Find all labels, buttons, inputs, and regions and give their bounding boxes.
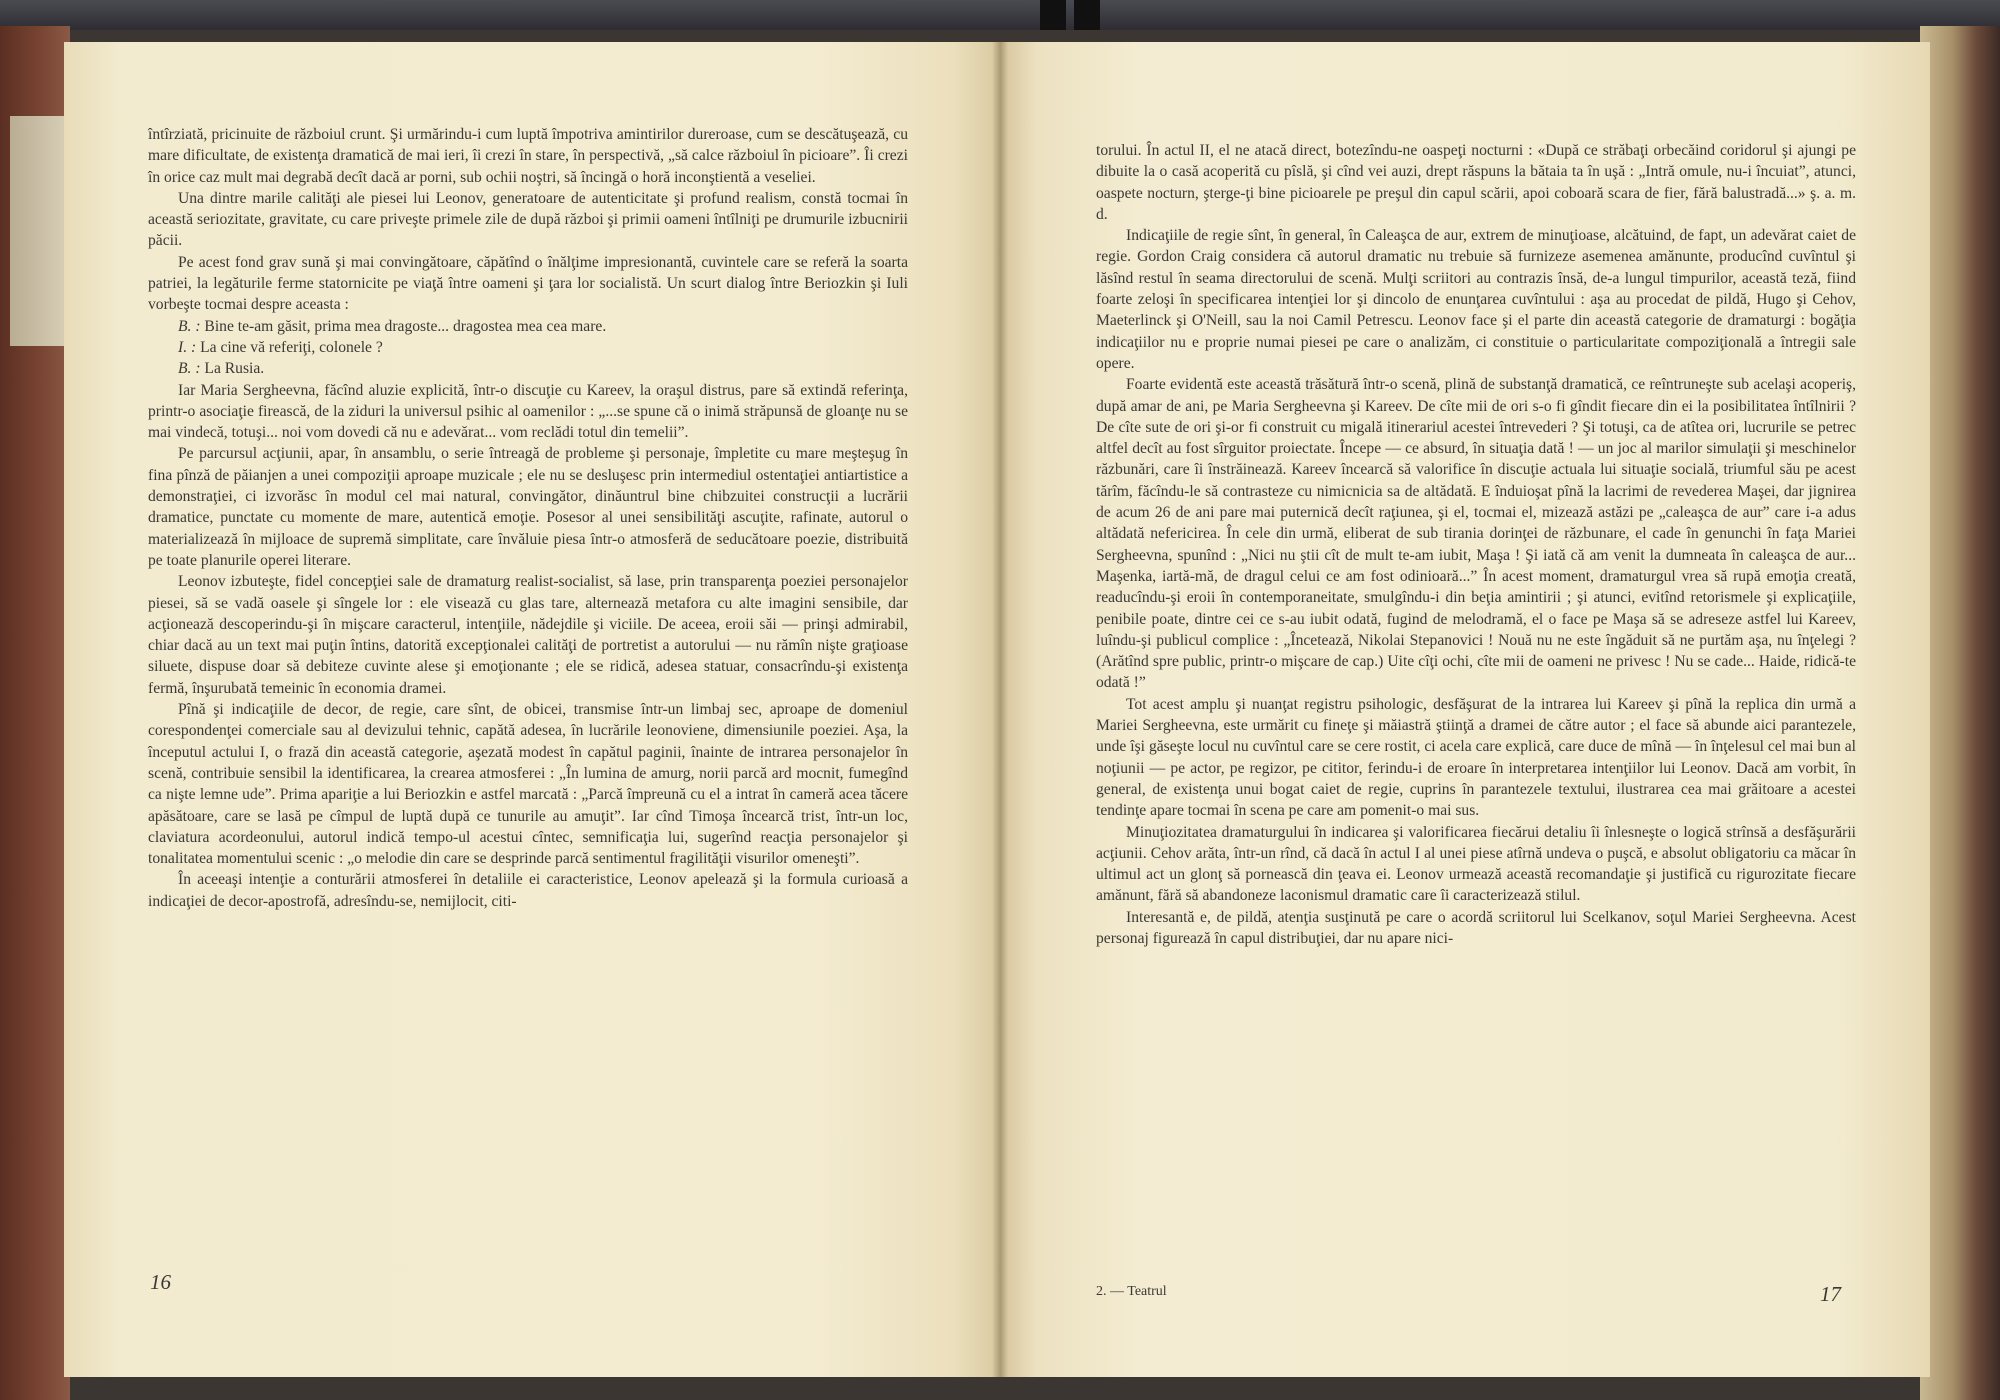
scanner-tab bbox=[1040, 0, 1066, 30]
paragraph: Pe acest fond grav sună şi mai convingătoare, căpătînd o înălţime impresionantă, cuvintele care se referă la soarta patriei, la legăturile ferme statornicite pe viaţă între oameni şi ţara lor socialistă. Un scurt dialog între Beriozkin şi Iuli vorbeşte tocmai despre aceasta : bbox=[148, 253, 908, 314]
paragraph: Minuţiozitatea dramaturgului în indicarea şi valorificarea fiecărui detaliu îi înlesneşte o logică strînsă a desfăşurării acţiunii. Cehov arăta, într-un rînd, că dacă în actul I al unei piese atîrnă undeva o puşcă, e absolut obligatoriu ca măcar în ultimul act un glonţ să pornească din ţeava ei. Leonov urmează această recomandaţie şi justifică cu rigurozitate fiecare amănunt, fără să abandoneze laconismul dramatic care îi caracterizează stilul. bbox=[1096, 823, 1856, 905]
dialog-text: La cine vă referiţi, colonele ? bbox=[200, 338, 383, 356]
right-page-text bbox=[1096, 140, 1856, 949]
dialog-speaker: I. : bbox=[178, 338, 197, 356]
paragraph: torului. În actul II, el ne atacă direct, botezîndu-ne oaspeţi nocturni : «După ce străbaţi orbecăind coridorul şi ajungi pe dibuite la o casă acoperită cu pîslă, şi cînd vei auzi, drept răspuns la bătaia ta în uşă : „Intră omule, nu-i încuiat”, atunci, oaspete nocturn, şterge-ţi bine picioarele pe preşul din capul scării, apoi coboară scara de fier, fără balustradă...» ş. a. m. d. bbox=[1096, 142, 1856, 223]
book-page-edges-right bbox=[1920, 26, 2000, 1400]
page-number: 17 bbox=[1820, 1282, 1841, 1306]
scanner-tab bbox=[1074, 0, 1100, 30]
left-page-text bbox=[148, 124, 908, 912]
dialog-text: La Rusia. bbox=[204, 360, 265, 378]
dialog-line bbox=[178, 358, 908, 379]
dialog-speaker: B. : bbox=[178, 360, 201, 378]
paragraph: Interesantă e, de pildă, atenţia susţinută pe care o acordă scriitorul lui Scelkanov, soţul Mariei Sergheevna. Acest personaj figurează în capul distribuţiei, dar nu apare nici- bbox=[1096, 908, 1856, 947]
cover-band bbox=[10, 116, 65, 346]
paragraph: În aceeaşi intenţie a conturării atmosferei în detaliile ei caracteristice, Leonov apelează şi la formula curioasă a indicaţiei de decor-apostrofă, adresîndu-se, nemijlocit, citi- bbox=[148, 871, 908, 910]
chapter-footer: 2. — Teatrul bbox=[1096, 1284, 1167, 1299]
dialog-block bbox=[148, 316, 908, 380]
dialog-speaker: B. : bbox=[178, 317, 201, 335]
paragraph: Pe parcursul acţiunii, apar, în ansamblu, o serie întreagă de probleme şi personaje, împletite cu mare meşteşug în fina pînză de păianjen a unei compoziţii aproape muzicale ; ele nu se desluşesc prin intermediul ostentaţiei antiartistice a demonstraţiei, ci izvorăsc în modul cel mai natural, convingător, dinăuntrul bine chibzuitei construcţii a lucrării dramatice, punctate cu momente de mare, autentică emoţie. Posesor al unei sensibilităţi ascuţite, rafinate, autorul o materializează în mijloace de supremă simplitate, care învăluie piesa într-o atmosferă de seducătoare poezie, distribuită pe toate planurile operei literare. bbox=[148, 445, 908, 569]
paragraph: Tot acest amplu şi nuanţat registru psihologic, desfăşurat de la intrarea lui Kareev şi pînă la replica din urmă a Mariei Sergheevna, este urmărit cu fineţe şi măiastră ştiinţă a dramei de către autor ; el face să abunde aici parantezele, unde îşi găseşte locul nu cuvîntul care se cere rostit, ci acela care explică, care duce de mînă — în înţelesul cel mai bun al noţiunii — pe actor, pe regizor, pe cititor, ferindu-i de eroare în interpretarea intenţiilor lui Leonov. Dacă am vorbit, în general, de existenţa unui bogat caiet de regie, cuprins în parantezele textului, ilustrarea cea mai grăitoare a acestei tendinţe apare tocmai în scena pe care am pomenit-o mai sus. bbox=[1096, 695, 1856, 820]
book-gutter bbox=[992, 42, 1008, 1377]
book-cover-left bbox=[0, 26, 70, 1400]
paragraph: Iar Maria Sergheevna, făcînd aluzie explicită, într-o discuţie cu Kareev, la oraşul distrus, pare să extindă referinţa, printr-o asociaţie firească, de la ziduri la universul psihic al oamenilor : „...se spune că o inimă străpunsă de gloanţe nu se mai vindecă, totuşi... noi vom dovedi că nu e adevărat... vom reclădi totul din temelii”. bbox=[148, 381, 908, 442]
paragraph: Foarte evidentă este această trăsătură într-o scenă, plină de substanţă dramatică, ce reîntruneşte sub acelaşi acoperiş, după amar de ani, pe Maria Sergheevna şi Kareev. De cîte mii de ori s-o fi gîndit fiecare din ei la posibilitatea întîlnirii ? De cîte sute de ori şi-or fi construit cu migală itinerariul acestei întrevederi ? Şi totuşi, ca de atîtea ori, lucrurile se petrec altfel decît au fost sîrguitor proiectate. Începe — ce absurd, în situaţia dată ! — un joc al marilor simulaţii şi meschinelor răzbunări, care îi înstrăinează. Kareev încearcă să valorifice în discuţie actuala lui situaţie socială, triumful său pe acest tărîm, făcîndu-le să contrasteze cu nimicnicia sa de altădată. E înduioşat pînă la lacrimi de revederea Maşei, dar jignirea de acum 26 de ani pare mai puternică decît raţiunea, şi el, tocmai el, mizează astăzi pe „caleaşca de aur” care i-a adus altădată nefericirea. În cele din urmă, eliberat de sub tirania dorinţei de răzbunare, el cade în genunchi în faţa Mariei Sergheevna, spunînd : „Nici nu ştii cît de mult te-am iubit, Maşa ! Şi iată că am venit la dumneata în caleaşca de aur... Maşenka, iartă-mă, de dragul celui ce am fost odinioară...” În acest moment, dramaturgul vrea să rupă emoţia creată, readucîndu-şi eroii în contemporaneitate, smulgîndu-i din beţia amintirii ; şi atunci, evitînd retorismele şi explicaţiile, penibile poate, dintre cei ce s-au iubit odată, fugind de melodramă, el o face pe Maşa să se adreseze astfel lui Kareev, luîndu-şi publicul complice : „Încetează, Nikolai Stepanovici ! Nouă nu ne este îngăduit să ne purtăm aşa, nu înţelegi ? (Arătînd spre public, printr-o mişcare de cap.) Uite cîţi ochi, cîte mii de oameni ne privesc ! Nu se cade... Haide, ridică-te odată !” bbox=[1096, 376, 1856, 692]
paragraph: întîrziată, pricinuite de războiul crunt. Şi urmărindu-i cum luptă împotriva amintirilor dureroase, cum se descătuşează, cu mare dificultate, de existenţa dramatică de mai ieri, îi crezi în stare, în perspectivă, „să calce războiul în picioare”. Îi crezi în orice caz mult mai degrabă decît dacă ar porni, sub ochii noştri, să încingă o horă inconştientă a veseliei. bbox=[148, 126, 908, 186]
dialog-text: Bine te-am găsit, prima mea dragoste... dragostea mea cea mare. bbox=[204, 317, 607, 335]
right-page bbox=[1000, 42, 1930, 1377]
paragraph: Indicaţiile de regie sînt, în general, în Caleaşca de aur, extrem de minuţioase, alcătuind, de fapt, un adevărat caiet de regie. Gordon Craig considera că autorul dramatic nu trebuie să furnizeze asemenea amănunte, producînd cuvîntul şi lăsînd restul în seama directorului de scenă. Mulţi scriitori au contrazis însă, de-a lungul timpurilor, această teză, fiind foarte zeloşi în specificarea intenţiei lor şi dincolo de enunţarea cuvîntului : aşa au procedat de pildă, Hugo şi Cehov, Maeterlinck şi O'Neill, sau la noi Camil Petrescu. Leonov face şi el parte din această categorie de dramaturgi : bogăţia indicaţiilor nu e proprie numai piesei pe care o analizăm, ci constituie o particularitate compoziţională a întregii sale opere. bbox=[1096, 227, 1856, 372]
paragraph: Pînă şi indicaţiile de decor, de regie, care sînt, de obicei, transmise într-un limbaj sec, aproape de domeniul corespondenţei comerciale sau al devizului tehnic, capătă adesea, în lucrările leonoviene, dimensiunile poeziei. Aşa, la începutul actului I, o frază din această categorie, aşezată modest în capătul paginii, înainte de intrarea personajelor în scenă, contribuie sensibil la identificarea, la crearea atmosferei : „În lumina de amurg, norii parcă ard mocnit, fumegînd ca nişte lemne ude”. Prima apariţie a lui Beriozkin e astfel marcată : „Parcă împreună cu el a intrat în cameră acea tăcere apăsătoare, care se lasă pe cîmpul de luptă după ce tunurile au amuţit”. Iar cînd Timoşa încearcă trist, într-un loc, claviatura acordeonului, autorul indică tempo-ul acestui cîntec, semnificaţia lui, sugerînd reacţia personajelor şi tonalitatea momentului scenic : „o melodie din care se desprinde parcă sentimentul fragilităţii visurilor omeneşti”. bbox=[148, 701, 908, 868]
paragraph: Leonov izbuteşte, fidel concepţiei sale de dramaturg realist-socialist, să lase, prin transparenţa poeziei personajelor piesei, să se vadă oasele şi sîngele lor : ele visează cu glas tare, alternează metafora cu alte imagini sensibile, dar acţionează descoperindu-şi în mişcare caracterul, intenţiile, nădejdile şi viciile. De aceea, eroii săi — prinşi admirabil, chiar dacă au un text mai puţin întins, datorită excepţionalei calităţi de portretist a autorului — nu rămîn nişte graţioase siluete, dispuse doar să debiteze cuvinte alese şi emoţionante ; ele se ridică, adesea statuar, consacrîndu-şi existenţa fermă, înşurubată temeinic în economia dramei. bbox=[148, 573, 908, 697]
dialog-line bbox=[178, 316, 908, 337]
dialog-line bbox=[178, 337, 908, 358]
page-number: 16 bbox=[150, 1270, 171, 1294]
paragraph: Una dintre marile calităţi ale piesei lui Leonov, generatoare de autenticitate şi profund realism, constă tocmai în această seriozitate, gravitate, cu care priveşte primele zile de după război şi primii oameni întîlniţi pe drumurile izbucnirii păcii. bbox=[148, 189, 908, 250]
scanner-top-edge bbox=[0, 0, 2000, 30]
left-page bbox=[64, 42, 1000, 1377]
